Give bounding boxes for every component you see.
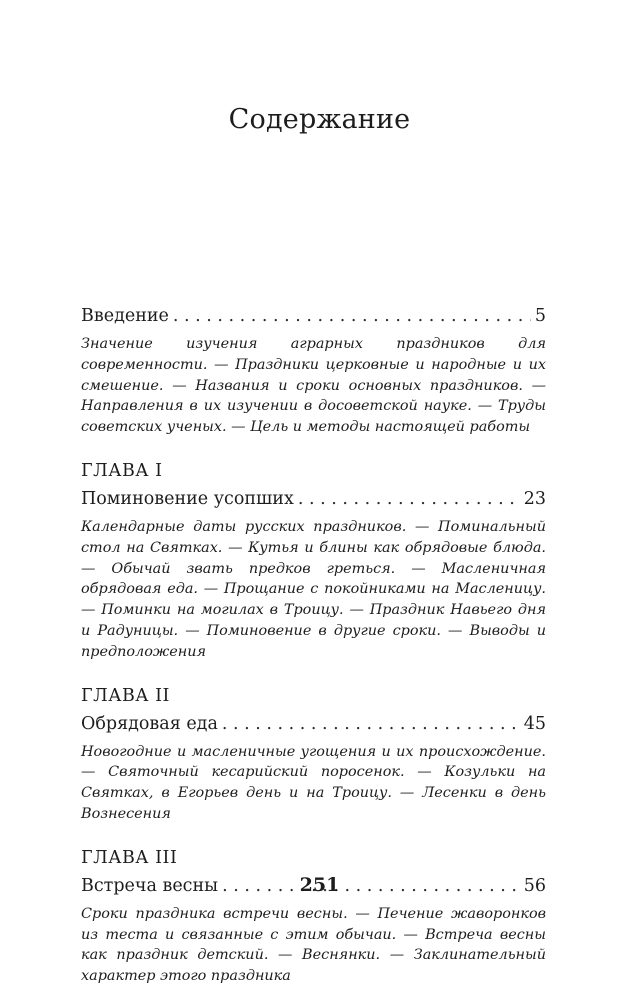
toc-entry-chapter-3 xyxy=(81,846,546,987)
toc-line xyxy=(81,711,546,737)
toc-entry-title: Встреча весны xyxy=(81,875,219,896)
toc-entry-page: 45 xyxy=(523,713,546,734)
dot-leader xyxy=(298,486,520,512)
toc-entry-description: Значение изучения аграрных праздников для современности. — Праздники церковные и народные и их смешение. — Названия и сроки основных праздников. — Направления в их изучении в досоветской науке. — Труды советских ученых. — Цель и методы настоящей работы xyxy=(81,336,546,436)
toc-entry-page: 5 xyxy=(534,306,546,326)
toc-entry-title: Обрядовая еда xyxy=(81,713,218,734)
toc-entry-description: Сроки праздника встречи весны. — Печение жаворонков из теста и связанные с этим обычаи. — Встреча весны как праздник детский. — Веснянки. — Заклинательный характер этого праздника xyxy=(81,905,546,985)
chapter-label: ГЛАВА I xyxy=(81,460,163,481)
toc-entry-introduction xyxy=(81,303,546,438)
table-of-contents xyxy=(81,303,546,1008)
chapter-label: ГЛАВА II xyxy=(81,685,170,706)
page-number: 251 xyxy=(299,874,340,896)
dot-leader xyxy=(173,303,531,329)
dot-leader xyxy=(222,711,520,737)
toc-entry-chapter-2 xyxy=(81,684,546,825)
chapter-label: ГЛАВА III xyxy=(81,847,178,868)
toc-line xyxy=(81,303,546,329)
toc-entry-page: 23 xyxy=(523,488,546,509)
toc-entry-description: Календарные даты русских праздников. — Поминальный стол на Святках. — Кутья и блины как обрядовые блюда. — Обычай звать предков греться. — Масленичная обрядовая еда. — Прощание с покойниками на Масленицу. — Поминки на могилах в Троицу. — Праздник Навьего дня и Радуницы. — Поминовение в другие сроки. — Выводы и предположения xyxy=(81,518,546,660)
toc-entry-title: Введение xyxy=(81,306,169,326)
toc-entry-title: Поминовение усопших xyxy=(81,488,294,509)
toc-entry-description: Новогодние и масленичные угощения и их происхождение. — Святочный кесарийский поросенок. — Козульки на Святках, в Егорьев день и на Троицу. — Лесенки в день Вознесения xyxy=(81,743,546,822)
toc-entry-chapter-1 xyxy=(81,459,546,663)
toc-entry-page: 56 xyxy=(523,875,546,896)
page-title: Содержание xyxy=(228,104,411,135)
toc-line xyxy=(81,486,546,512)
